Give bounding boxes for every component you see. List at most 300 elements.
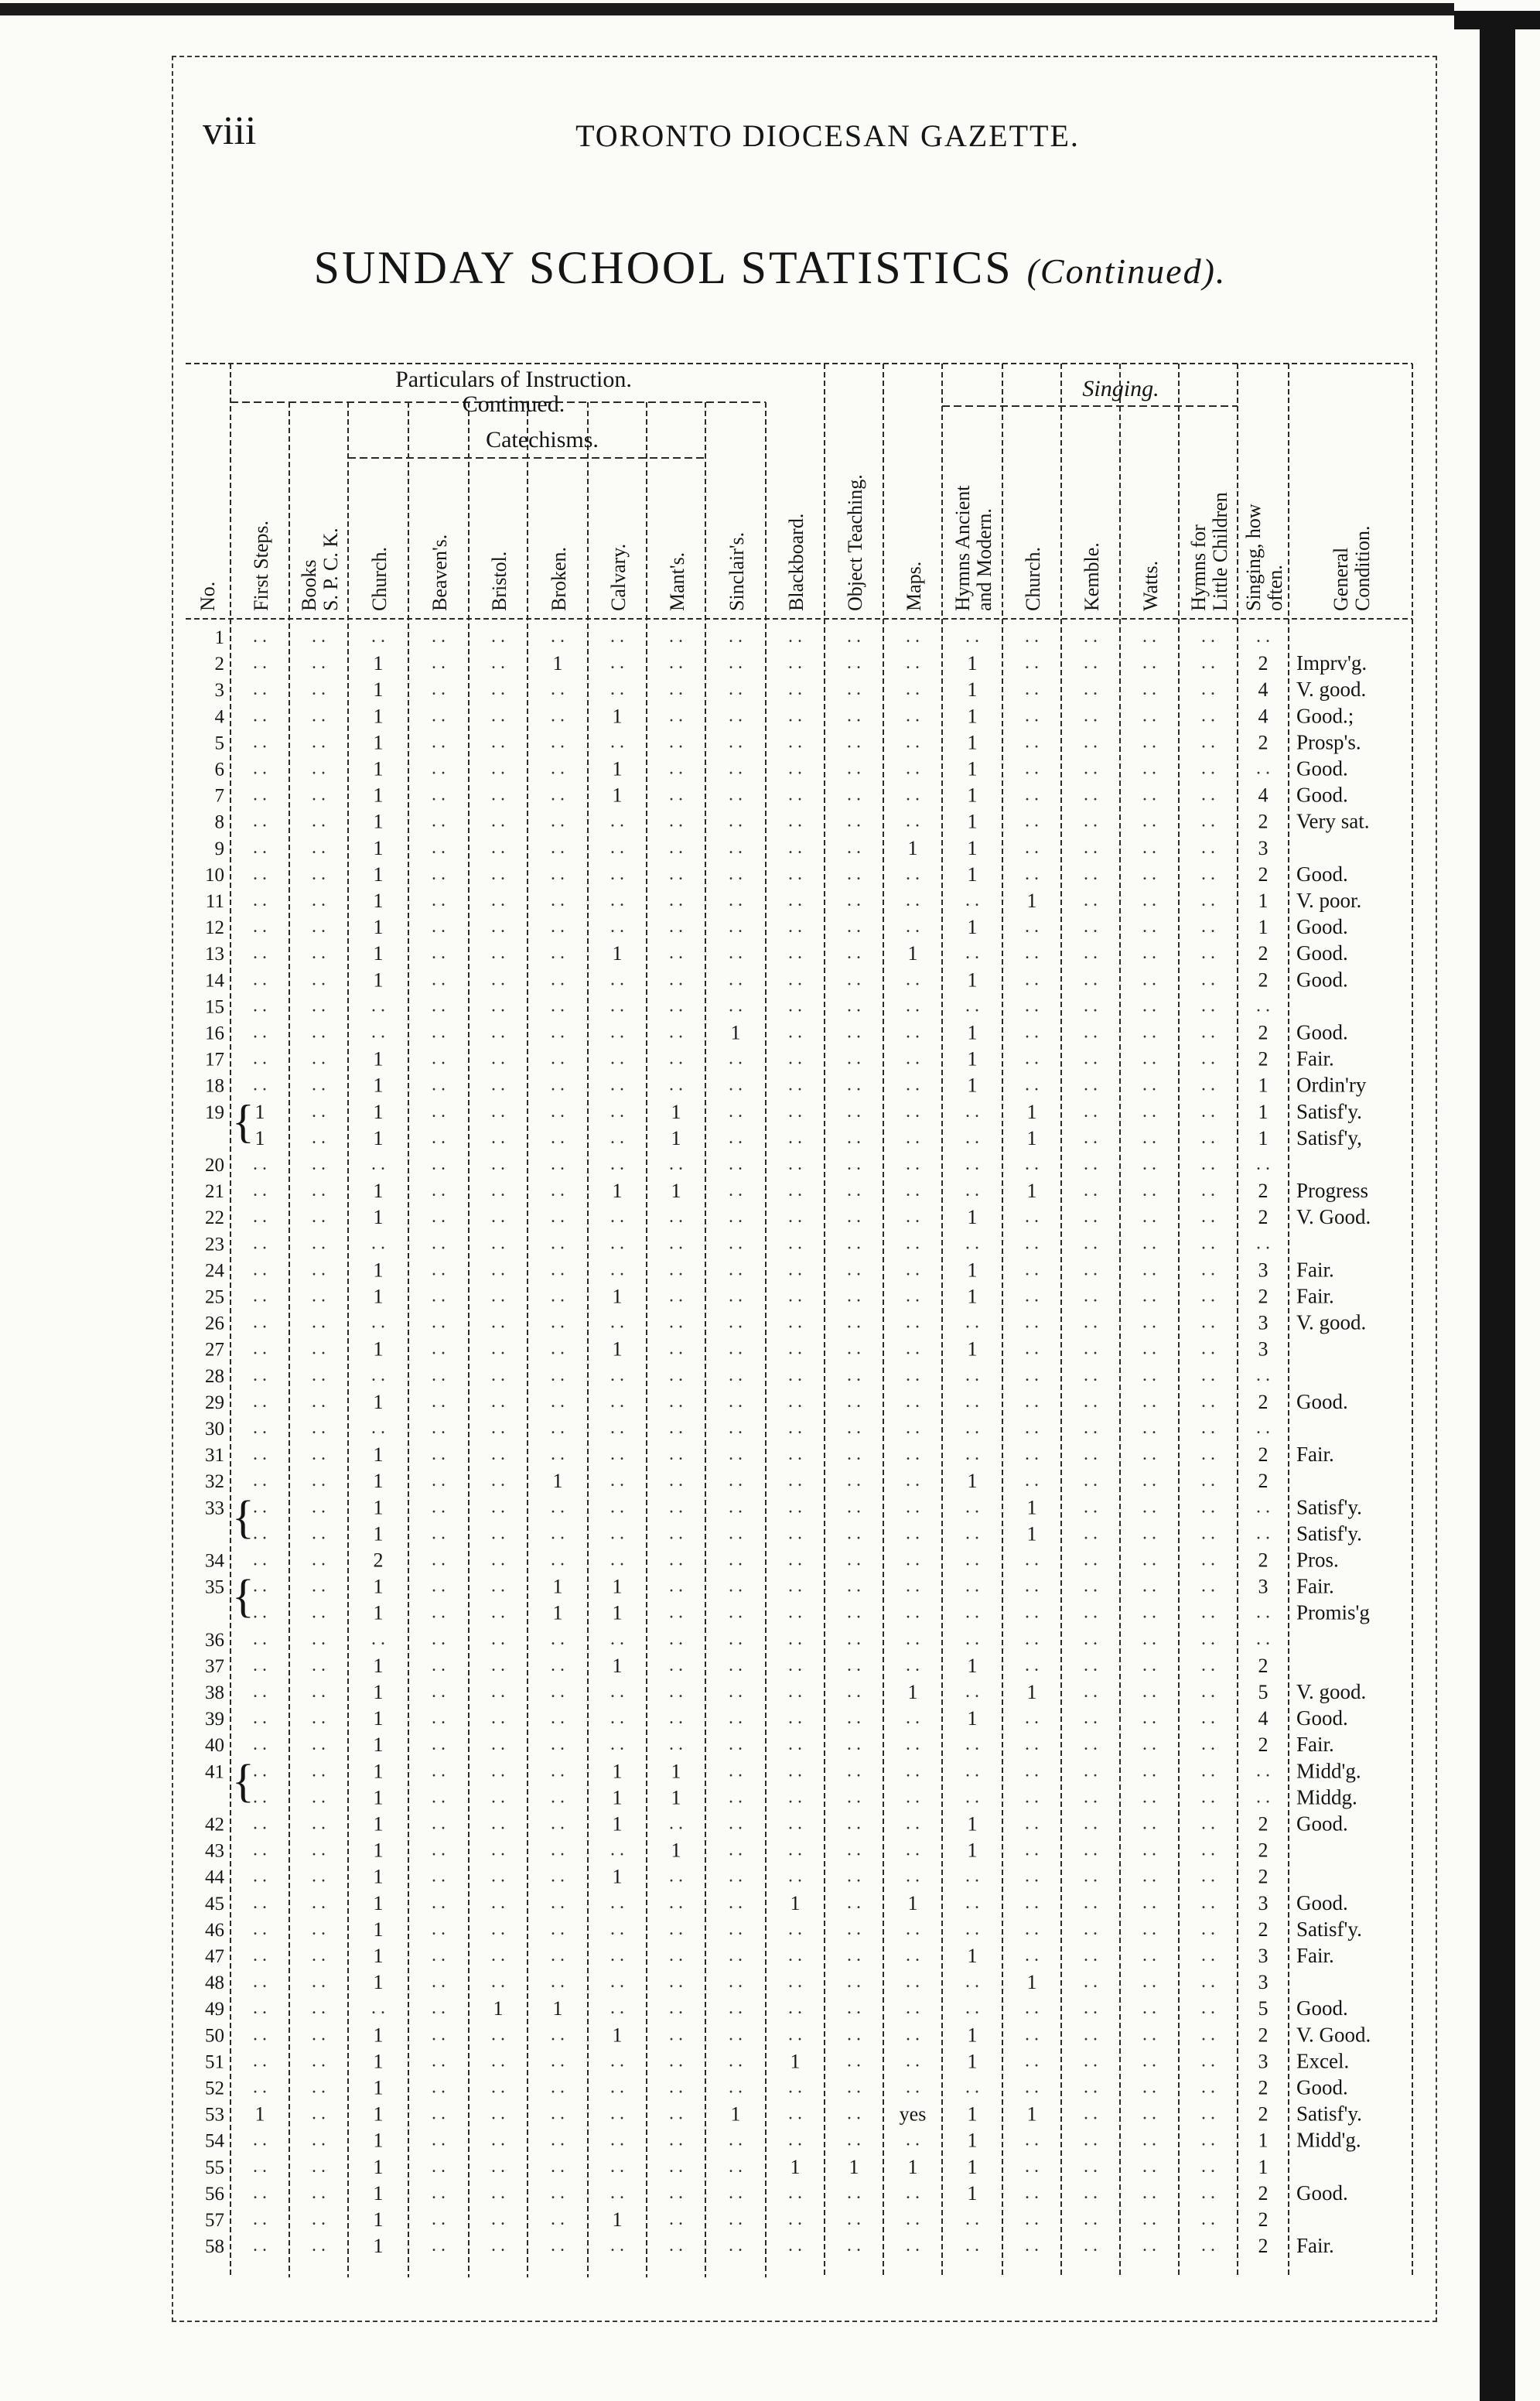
cell-empty: . . bbox=[1025, 1866, 1039, 1887]
cell-empty: . . bbox=[1201, 2024, 1215, 2045]
cell-general-condition: Fair. bbox=[1296, 1047, 1334, 1071]
cell-empty: . . bbox=[432, 679, 446, 700]
cell-empty: . . bbox=[312, 1787, 326, 1808]
cell-empty: . . bbox=[906, 1813, 920, 1834]
cell-general-condition: Ordin'ry bbox=[1296, 1073, 1367, 1097]
cell-empty: . . bbox=[551, 1048, 565, 1069]
cell-empty: . . bbox=[432, 1022, 446, 1043]
cell-empty: . . bbox=[551, 705, 565, 726]
cell-church_cat: 1 bbox=[373, 2208, 384, 2231]
cell-empty: . . bbox=[551, 2077, 565, 2098]
cell-empty: . . bbox=[312, 2103, 326, 2124]
cell-empty: . . bbox=[1201, 1972, 1215, 1993]
cell-empty: . . bbox=[1142, 705, 1156, 726]
cell-empty: . . bbox=[1201, 784, 1215, 805]
cell-empty: . . bbox=[788, 1418, 802, 1438]
header-hymns_am: Hymns Ancient bbox=[951, 485, 974, 611]
particulars-header: Particulars of Instruction. bbox=[395, 367, 632, 392]
cell-empty: . . bbox=[906, 1839, 920, 1860]
cell-empty: . . bbox=[312, 2129, 326, 2150]
cell-church_cat: 1 bbox=[373, 1681, 384, 1703]
cell-empty: . . bbox=[1025, 705, 1039, 726]
cell-empty: . . bbox=[1084, 1787, 1098, 1808]
cell-empty: . . bbox=[610, 917, 624, 938]
cell-singing_how_often: 2 bbox=[1258, 2024, 1269, 2047]
row-number: 24 bbox=[205, 1260, 224, 1282]
cell-empty: . . bbox=[788, 1127, 802, 1148]
cell-empty: . . bbox=[312, 863, 326, 884]
row-number: 40 bbox=[205, 1735, 224, 1757]
cell-empty: . . bbox=[729, 1998, 743, 2019]
cell-empty: . . bbox=[1084, 1628, 1098, 1649]
cell-singing_how_often: 2 bbox=[1258, 731, 1269, 754]
cell-church_cat: 1 bbox=[373, 1126, 384, 1149]
cell-empty: . . bbox=[847, 2182, 861, 2203]
cell-empty: . . bbox=[1084, 837, 1098, 858]
row-number: 55 bbox=[205, 2157, 224, 2178]
cell-empty: . . bbox=[432, 996, 446, 1016]
header-beavens: Beaven's. bbox=[429, 534, 451, 611]
cell-empty: . . bbox=[1084, 2235, 1098, 2256]
cell-empty: . . bbox=[432, 1945, 446, 1966]
cell-empty: . . bbox=[432, 969, 446, 990]
cell-empty: . . bbox=[1201, 1154, 1215, 1174]
cell-empty: . . bbox=[965, 1364, 979, 1385]
cell-empty: . . bbox=[491, 811, 505, 832]
cell-empty: . . bbox=[1142, 996, 1156, 1016]
cell-empty: . . bbox=[253, 653, 267, 674]
cell-general-condition: Midd'g. bbox=[1296, 2128, 1361, 2152]
cell-empty: . . bbox=[551, 2209, 565, 2229]
cell-empty: . . bbox=[491, 2051, 505, 2071]
cell-general-condition: Pros. bbox=[1296, 1548, 1339, 1572]
cell-hymns_am: 1 bbox=[967, 705, 978, 728]
row-number: 46 bbox=[205, 1919, 224, 1941]
cell-empty: . . bbox=[1201, 1787, 1215, 1808]
cell-empty: . . bbox=[1084, 1682, 1098, 1702]
cell-empty: . . bbox=[610, 2182, 624, 2203]
cell-empty: . . bbox=[669, 1655, 683, 1675]
cell-empty: . . bbox=[312, 2182, 326, 2203]
cell-empty: . . bbox=[1025, 1628, 1039, 1649]
cell-empty: . . bbox=[432, 1734, 446, 1755]
cell-empty: . . bbox=[1142, 917, 1156, 938]
cell-empty: . . bbox=[1256, 1364, 1270, 1385]
cell-empty: . . bbox=[729, 1470, 743, 1491]
cell-empty: . . bbox=[551, 1708, 565, 1729]
cell-empty: . . bbox=[1025, 1839, 1039, 1860]
cell-empty: . . bbox=[1025, 2182, 1039, 2203]
cell-empty: . . bbox=[253, 811, 267, 832]
cell-empty: . . bbox=[788, 784, 802, 805]
cell-empty: . . bbox=[1084, 627, 1098, 647]
cell-empty: . . bbox=[1084, 969, 1098, 990]
cell-empty: . . bbox=[551, 2103, 565, 2124]
cell-empty: . . bbox=[312, 2077, 326, 2098]
cell-general-condition: Good.; bbox=[1296, 704, 1354, 728]
cell-general-condition: Fair. bbox=[1296, 1258, 1334, 1282]
cell-empty: . . bbox=[491, 1761, 505, 1781]
row-number: 29 bbox=[205, 1392, 224, 1413]
cell-empty: . . bbox=[1142, 1655, 1156, 1675]
cell-empty: . . bbox=[1142, 1813, 1156, 1834]
cell-empty: . . bbox=[491, 1813, 505, 1834]
cell-empty: . . bbox=[432, 1338, 446, 1359]
cell-empty: . . bbox=[1201, 2051, 1215, 2071]
cell-empty: . . bbox=[729, 1233, 743, 1254]
cell-empty: . . bbox=[729, 917, 743, 938]
cell-calvary: 1 bbox=[612, 1337, 623, 1361]
cell-empty: . . bbox=[847, 1655, 861, 1675]
row-number: 48 bbox=[205, 1972, 224, 1994]
cell-empty: . . bbox=[1142, 1101, 1156, 1122]
cell-general-condition: Good. bbox=[1296, 1389, 1348, 1413]
cell-first_steps: 1 bbox=[254, 1100, 265, 1123]
cell-empty: . . bbox=[371, 1364, 385, 1385]
catechisms-header: Catechisms. bbox=[486, 427, 599, 453]
cell-empty: . . bbox=[847, 1180, 861, 1201]
cell-empty: . . bbox=[432, 1655, 446, 1675]
cell-empty: . . bbox=[788, 1154, 802, 1174]
cell-empty: . . bbox=[1256, 1602, 1270, 1623]
cell-empty: . . bbox=[729, 1892, 743, 1913]
cell-empty: . . bbox=[1201, 863, 1215, 884]
cell-empty: . . bbox=[906, 1761, 920, 1781]
cell-empty: . . bbox=[729, 811, 743, 832]
cell-general-condition: V. Good. bbox=[1296, 2023, 1371, 2047]
cell-empty: . . bbox=[788, 943, 802, 964]
cell-empty: . . bbox=[1201, 1418, 1215, 1438]
cell-empty: . . bbox=[906, 1207, 920, 1228]
cell-empty: . . bbox=[551, 1286, 565, 1306]
cell-hymns_am: 1 bbox=[967, 1707, 978, 1730]
cell-empty: . . bbox=[669, 943, 683, 964]
cell-church_cat: 1 bbox=[373, 2181, 384, 2205]
cell-empty: . . bbox=[610, 1207, 624, 1228]
cell-church_cat: 1 bbox=[373, 731, 384, 754]
cell-empty: . . bbox=[432, 1972, 446, 1993]
cell-empty: . . bbox=[669, 1418, 683, 1438]
cell-hymns_am: 1 bbox=[967, 757, 978, 780]
cell-empty: . . bbox=[906, 1972, 920, 1993]
cell-empty: . . bbox=[253, 996, 267, 1016]
row-brace: { bbox=[232, 1491, 254, 1543]
cell-empty: . . bbox=[491, 653, 505, 674]
cell-empty: . . bbox=[610, 2156, 624, 2177]
cell-church_cat: 2 bbox=[373, 1549, 384, 1572]
cell-empty: . . bbox=[847, 1391, 861, 1412]
cell-empty: . . bbox=[491, 1470, 505, 1491]
header-calvary: Calvary. bbox=[607, 543, 630, 611]
cell-singing_how_often: 1 bbox=[1258, 1100, 1269, 1123]
cell-empty: . . bbox=[965, 1418, 979, 1438]
cell-empty: . . bbox=[1025, 1074, 1039, 1095]
cell-church_cat: 1 bbox=[373, 1496, 384, 1519]
cell-church_cat: 1 bbox=[373, 2076, 384, 2099]
cell-empty: . . bbox=[491, 1154, 505, 1174]
cell-empty: . . bbox=[847, 1998, 861, 2019]
cell-maps: 1 bbox=[907, 942, 918, 965]
cell-empty: . . bbox=[610, 1022, 624, 1043]
cell-empty: . . bbox=[1025, 1549, 1039, 1570]
cell-empty: . . bbox=[1201, 1470, 1215, 1491]
cell-empty: . . bbox=[965, 1497, 979, 1518]
cell-empty: . . bbox=[1142, 653, 1156, 674]
cell-empty: . . bbox=[669, 1364, 683, 1385]
cell-empty: . . bbox=[551, 1101, 565, 1122]
cell-empty: . . bbox=[551, 1418, 565, 1438]
cell-empty: . . bbox=[906, 1576, 920, 1597]
cell-empty: . . bbox=[1142, 1998, 1156, 2019]
cell-empty: . . bbox=[847, 679, 861, 700]
cell-empty: . . bbox=[491, 2129, 505, 2150]
cell-empty: . . bbox=[610, 1682, 624, 1702]
cell-empty: . . bbox=[788, 1470, 802, 1491]
cell-empty: . . bbox=[1142, 2103, 1156, 2124]
cell-church_cat: 1 bbox=[373, 1575, 384, 1598]
cell-general-condition: Satisf'y. bbox=[1296, 2102, 1362, 2126]
cell-singing_how_often: 3 bbox=[1258, 1575, 1269, 1598]
header-hymns_children-line2: Little Children bbox=[1209, 492, 1231, 611]
cell-empty: . . bbox=[491, 2182, 505, 2203]
cell-sinclairs: 1 bbox=[730, 1021, 741, 1044]
cell-empty: . . bbox=[847, 1233, 861, 1254]
cell-singing_how_often: 4 bbox=[1258, 705, 1269, 728]
cell-empty: . . bbox=[551, 863, 565, 884]
cell-empty: . . bbox=[906, 627, 920, 647]
cell-empty: . . bbox=[847, 2051, 861, 2071]
cell-empty: . . bbox=[729, 1127, 743, 1148]
cell-empty: . . bbox=[669, 732, 683, 753]
cell-empty: . . bbox=[965, 1734, 979, 1755]
cell-empty: . . bbox=[551, 1892, 565, 1913]
cell-empty: . . bbox=[729, 1074, 743, 1095]
cell-empty: . . bbox=[1142, 863, 1156, 884]
cell-empty: . . bbox=[1084, 811, 1098, 832]
cell-empty: . . bbox=[669, 705, 683, 726]
cell-empty: . . bbox=[847, 1523, 861, 1544]
row-number: 30 bbox=[205, 1419, 224, 1440]
cell-empty: . . bbox=[432, 1180, 446, 1201]
cell-empty: . . bbox=[965, 1154, 979, 1174]
cell-empty: . . bbox=[312, 1628, 326, 1649]
cell-empty: . . bbox=[965, 1787, 979, 1808]
cell-empty: . . bbox=[669, 1628, 683, 1649]
cell-empty: . . bbox=[906, 1523, 920, 1544]
cell-empty: . . bbox=[551, 1523, 565, 1544]
cell-empty: . . bbox=[1025, 1312, 1039, 1333]
cell-empty: . . bbox=[1142, 1866, 1156, 1887]
cell-general-condition: Midd'g. bbox=[1296, 1759, 1361, 1783]
cell-empty: . . bbox=[965, 2209, 979, 2229]
cell-empty: . . bbox=[847, 2103, 861, 2124]
cell-empty: . . bbox=[847, 653, 861, 674]
cell-empty: . . bbox=[669, 679, 683, 700]
cell-empty: . . bbox=[1025, 1233, 1039, 1254]
cell-empty: . . bbox=[1142, 627, 1156, 647]
cell-empty: . . bbox=[906, 1866, 920, 1887]
cell-empty: . . bbox=[551, 2235, 565, 2256]
cell-empty: . . bbox=[1201, 943, 1215, 964]
cell-empty: . . bbox=[788, 1628, 802, 1649]
cell-empty: . . bbox=[253, 890, 267, 910]
cell-empty: . . bbox=[669, 2103, 683, 2124]
cell-empty: . . bbox=[610, 1470, 624, 1491]
cell-empty: . . bbox=[491, 1312, 505, 1333]
cell-hymns_am: 1 bbox=[967, 1654, 978, 1677]
cell-empty: . . bbox=[1025, 969, 1039, 990]
cell-singing_how_often: 2 bbox=[1258, 1839, 1269, 1862]
cell-general-condition: Fair. bbox=[1296, 1574, 1334, 1598]
cell-empty: . . bbox=[312, 1470, 326, 1491]
cell-empty: . . bbox=[432, 2235, 446, 2256]
cell-empty: . . bbox=[253, 758, 267, 779]
cell-empty: . . bbox=[729, 2024, 743, 2045]
cell-empty: . . bbox=[432, 811, 446, 832]
cell-calvary: 1 bbox=[612, 1654, 623, 1677]
cell-empty: . . bbox=[1142, 2077, 1156, 2098]
cell-empty: . . bbox=[312, 2051, 326, 2071]
cell-calvary: 1 bbox=[612, 2024, 623, 2047]
cell-general-condition: V. poor. bbox=[1296, 889, 1362, 912]
cell-empty: . . bbox=[847, 1364, 861, 1385]
cell-empty: . . bbox=[729, 1048, 743, 1069]
cell-empty: . . bbox=[312, 1576, 326, 1597]
cell-empty: . . bbox=[551, 1497, 565, 1518]
row-number: 31 bbox=[205, 1445, 224, 1467]
cell-empty: . . bbox=[788, 2182, 802, 2203]
cell-church_sing: 1 bbox=[1026, 1100, 1037, 1123]
cell-general-condition: Good. bbox=[1296, 1812, 1348, 1836]
cell-empty: . . bbox=[491, 1022, 505, 1043]
cell-empty: . . bbox=[965, 1101, 979, 1122]
header-first_steps: First Steps. bbox=[250, 520, 272, 611]
cell-empty: . . bbox=[1201, 2129, 1215, 2150]
cell-empty: . . bbox=[669, 2024, 683, 2045]
cell-empty: . . bbox=[669, 969, 683, 990]
cell-empty: . . bbox=[432, 1207, 446, 1228]
cell-empty: . . bbox=[491, 863, 505, 884]
cell-empty: . . bbox=[729, 1708, 743, 1729]
cell-empty: . . bbox=[610, 732, 624, 753]
cell-empty: . . bbox=[1142, 1761, 1156, 1781]
cell-empty: . . bbox=[1201, 2209, 1215, 2229]
cell-empty: . . bbox=[788, 1233, 802, 1254]
cell-empty: . . bbox=[788, 2235, 802, 2256]
row-number: 22 bbox=[205, 1207, 224, 1229]
cell-empty: . . bbox=[1084, 1470, 1098, 1491]
cell-empty: . . bbox=[669, 653, 683, 674]
cell-empty: . . bbox=[253, 2156, 267, 2177]
cell-empty: . . bbox=[669, 1945, 683, 1966]
cell-empty: . . bbox=[1201, 1233, 1215, 1254]
row-number: 2 bbox=[214, 654, 224, 675]
cell-empty: . . bbox=[847, 1761, 861, 1781]
cell-hymns_am: 1 bbox=[967, 1206, 978, 1229]
cell-empty: . . bbox=[432, 2024, 446, 2045]
title-main: SUNDAY SCHOOL STATISTICS bbox=[313, 242, 1013, 293]
cell-empty: . . bbox=[432, 1286, 446, 1306]
cell-empty: . . bbox=[788, 1101, 802, 1122]
cell-empty: . . bbox=[847, 2077, 861, 2098]
cell-empty: . . bbox=[1256, 1787, 1270, 1808]
singing-header: Singing. bbox=[1082, 376, 1159, 401]
cell-empty: . . bbox=[729, 1286, 743, 1306]
cell-church_sing: 1 bbox=[1026, 2102, 1037, 2126]
cell-empty: . . bbox=[253, 2129, 267, 2150]
cell-hymns_am: 1 bbox=[967, 1021, 978, 1044]
cell-empty: . . bbox=[847, 917, 861, 938]
cell-empty: . . bbox=[1142, 1312, 1156, 1333]
cell-empty: . . bbox=[551, 2129, 565, 2150]
cell-empty: . . bbox=[253, 1312, 267, 1333]
cell-empty: . . bbox=[965, 1391, 979, 1412]
cell-church_cat: 1 bbox=[373, 2129, 384, 2152]
cell-empty: . . bbox=[551, 1945, 565, 1966]
cell-empty: . . bbox=[669, 890, 683, 910]
cell-empty: . . bbox=[491, 1523, 505, 1544]
cell-empty: . . bbox=[669, 1286, 683, 1306]
cell-empty: . . bbox=[1025, 1022, 1039, 1043]
cell-church_cat: 1 bbox=[373, 916, 384, 939]
cell-empty: . . bbox=[729, 1576, 743, 1597]
cell-empty: . . bbox=[371, 1154, 385, 1174]
cell-empty: . . bbox=[312, 1998, 326, 2019]
cell-empty: . . bbox=[1201, 1364, 1215, 1385]
cell-singing_how_often: 4 bbox=[1258, 678, 1269, 702]
cell-empty: . . bbox=[1142, 1180, 1156, 1201]
cell-empty: . . bbox=[965, 1523, 979, 1544]
cell-empty: . . bbox=[312, 2235, 326, 2256]
cell-singing_how_often: 2 bbox=[1258, 810, 1269, 833]
cell-empty: . . bbox=[965, 996, 979, 1016]
cell-empty: . . bbox=[1201, 1945, 1215, 1966]
cell-empty: . . bbox=[1025, 1470, 1039, 1491]
cell-empty: . . bbox=[491, 705, 505, 726]
cell-empty: . . bbox=[906, 1655, 920, 1675]
cell-empty: . . bbox=[906, 1154, 920, 1174]
cell-empty: . . bbox=[847, 2129, 861, 2150]
row-number: 58 bbox=[205, 2236, 224, 2258]
cell-empty: . . bbox=[906, 1945, 920, 1966]
cell-empty: . . bbox=[1025, 917, 1039, 938]
cell-singing_how_often: 3 bbox=[1258, 1311, 1269, 1334]
cell-empty: . . bbox=[491, 1286, 505, 1306]
cell-empty: . . bbox=[788, 1180, 802, 1201]
cell-empty: . . bbox=[551, 627, 565, 647]
cell-empty: . . bbox=[729, 653, 743, 674]
cell-empty: . . bbox=[1201, 2156, 1215, 2177]
cell-empty: . . bbox=[253, 1549, 267, 1570]
cell-broken: 1 bbox=[552, 652, 563, 675]
cell-empty: . . bbox=[551, 1127, 565, 1148]
cell-empty: . . bbox=[788, 705, 802, 726]
cell-empty: . . bbox=[1084, 1180, 1098, 1201]
cell-empty: . . bbox=[432, 1892, 446, 1913]
cell-empty: . . bbox=[491, 1576, 505, 1597]
cell-empty: . . bbox=[1084, 705, 1098, 726]
cell-empty: . . bbox=[432, 1127, 446, 1148]
running-head: TORONTO DIOCESAN GAZETTE. bbox=[575, 118, 1080, 153]
cell-empty: . . bbox=[1142, 2129, 1156, 2150]
cell-general-condition: Fair. bbox=[1296, 1443, 1334, 1467]
cell-empty: . . bbox=[491, 1180, 505, 1201]
row-number: 25 bbox=[205, 1286, 224, 1308]
cell-empty: . . bbox=[788, 1576, 802, 1597]
cell-empty: . . bbox=[610, 1918, 624, 1939]
cell-empty: . . bbox=[965, 1866, 979, 1887]
cell-singing_how_often: 2 bbox=[1258, 2208, 1269, 2231]
